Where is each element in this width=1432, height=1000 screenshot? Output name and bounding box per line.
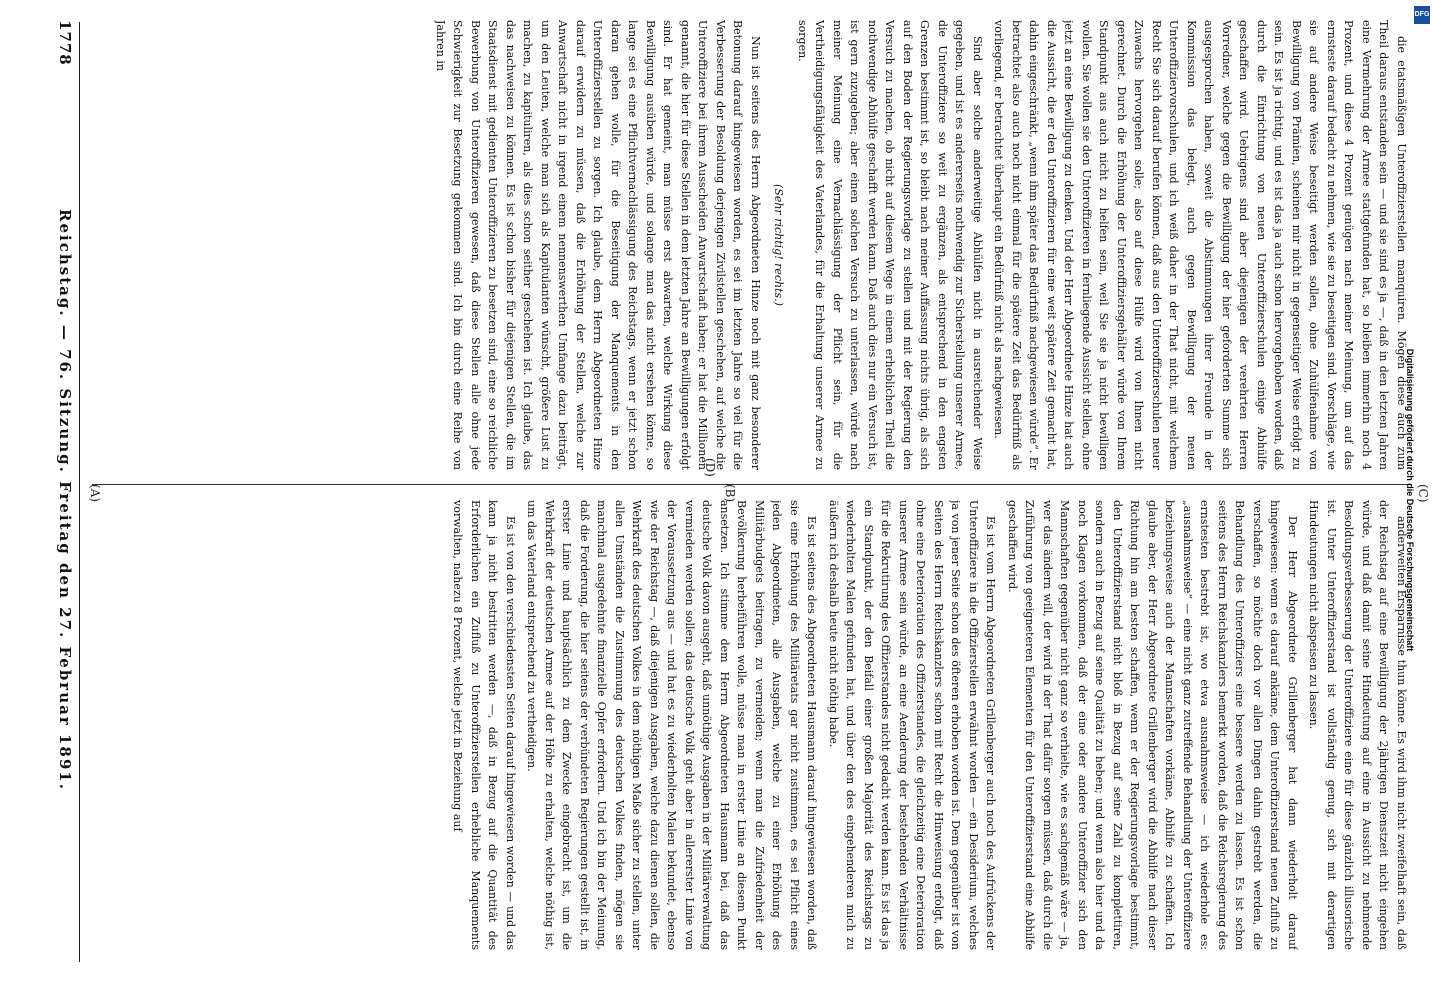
digitization-credit [1405, 0, 1430, 1000]
page-number: 1778 [56, 20, 74, 66]
paragraph: anderweiten Ersparnisse thun könne. Es wird ihm nicht zweifelhaft sein, daß der Reichstag auf eine Bewilligung der 2jährigen Dienstzeit nicht eingehen würde, und daß damit seine Hindeutung auf eine in Aussicht zu nehmende Besoldungsverbesserung der Unteroffiziere eine für diese gänzlich illusorische ist. Unter Unteroffizierstand ist vollständig genug, sich mit derartigen Hindeutungen nicht abspeisen zu lassen. [1307, 500, 1408, 950]
page-title: Reichstag. — 76. Sitzung. Freitag den 27. Februar 1891. [56, 209, 74, 791]
paragraph: Es ist seitens des Abgeordneten Hausmann darauf hingewiesen worden, daß sie eine Erhöhung des Militäretats gar nicht zustimmen, es sei Pflicht eines jeden Abgeordneten, alle Ausgaben, welche zu einer Erhöhung des Militärbudgets beitragen, zu vermeiden; wenn man die Zufriedenheit der Bevölkerung herbeiführen wolle, müsse man in erster Linie an diesem Punkt ansetzen. Ich stimme dem Herrn Abgeordneten Hausmann bei, daß das deutsche Volk davon ausgeht, daß unnöthige Ausgaben in der Militärverwaltung vermieden werden sollen; das deutsche Volk geht aber in allererster Linie von der Voraussetzung aus — und hat es zu wiederholten Malen bekundet, ebenso wie der Reichstag —, daß diejenigen Ausgaben, welche dazu dienen sollen, die Wehrkraft des deutschen Volkes in dem nöthigen Maße sicher zu stellen, unter allen Umständen die Zustimmung des deutschen Volkes finden, mögen sie manchmal ausgedehnte finanzielle Opfer erfordern. Und ich bin der Meinung, daß die Forderung, die hier seitens der verbündeten Regierungen gestellt ist, in erster Linie und hauptsächlich zu dem Zwecke eingebracht ist, um die Wehrkraft der deutschen Armee auf der Höhe zu erhalten, welche nöthig ist, um das Vaterland entsprechend zu vertheidigen. [525, 500, 819, 950]
margin-marker-a: (A) [88, 484, 102, 503]
paragraph: die etatsmäßigen Unteroffizierstellen manquiren. Mögen diese auch zum Theil daraus entstanden sein — und sie sind es ja —, daß in den letzten Jahren eine Vermehrung der Armee stattgefunden hat, so bleiben immerhin noch 4 Prozent, und diese 4 Prozent genügen nach meiner Meinung, um auf das ernsteste darauf bedacht zu nehmen, wie sie zu beseitigen sind. Vorschläge, wie sie auf andere Weise beseitigt werden sollen, ohne Zuhülfenahme von Bewilligung von Prämien, scheinen mir nicht in gegenseitiger Weise erfolgt zu sein. Es ist ja richtig, und es ist das ja auch schon hervorgehoben worden, daß durch die Einrichtung von neuen Unteroffizierschulen einige Abhülfe geschaffen wird. Uebrigens sind aber diejenigen der verehrten Herren Vorredner, welche gegen die Bewilligung der hier geforderten Summe sich ausgesprochen haben, soweit die Abstimmungen ihrer Freunde in der Kommission das belegt, auch gegen Bewilligung der neuen Unteroffiziervorschulen, und ich weiß daher in der That nicht, mit welchem Recht Sie sich darauf berufen können, daß aus den Unteroffizierschulen neuer Zuwachs hervorgehen solle; also auf diese Hülfe wird von Ihnen nicht gerechnet. Durch die Erhöhung der Unteroffiziersgehälter würde von Ihrem Standpunkt aus auch nicht zu helfen sein, weil Sie sie ja nicht bewilligen wollen. Sie wollen sie den Unteroffizieren in fernliegende Aussicht stellen, ohne jetzt an eine Bewilligung zu denken. Und der Herr Abgeordnete Hinze hat auch die Aussicht, die er den Unteroffizieren für eine weit spätere Zeit gemacht hat, dahin eingeschränkt, „wenn ihm später das Bedürfniß nachgewiesen würde“. Er betrachtet also auch noch nicht einmal für die spätere Zeit das Bedürfniß als vorliegend, er betrachtet überhaupt ein Bedürfniß nicht als nachgewiesen. [992, 20, 1408, 470]
paragraph: Es ist vom Herrn Abgeordneten Grillenberger auch noch des Aufrückens der Unteroffiziere in die Offizierstellen erwähnt worden — ein Desiderium, welches ja von jener Seite schon des öfteren erhoben worden ist. Dem gegenüber ist von Seiten des Herrn Reichskanzlers schon mit Recht die Hinweisung erfolgt, daß ohne eine Deterioration des Offizierstandes, die gleichzeitig eine Deterioration unserer Armee sein würde, an eine Aenderung der bestehenden Verhältnisse für die Rekrutirung des Offizierstandes nicht gedacht werden kann. Es ist das ja ein Standpunkt, der den Beifall einer großen Majorität des Reichstags zu wiederholten Malen gefunden hat, und über den des eingehenderen mich zu äußern ich deshalb heute nicht nöthig habe. [827, 500, 998, 950]
digitization-credit-text: Digitalisierung gefördert durch die Deutsche Forschungsgemeinschaft [1405, 348, 1415, 652]
dfg-logo: DFG [1414, 6, 1430, 24]
paragraph: Sind aber solche anderweitige Abhülfen nicht in ausreichender Weise gegeben, und ist es andererseits nothwendig zur Sicherstellung unserer Armee, die Unteroffiziere so weit zu ergänzen, als entsprechend in den engsten Grenzen bestimmt ist, so bleibt nach meiner Auffassung nichts übrig, als sich auf den Boden der Regierungsvorlage zu stellen und mit der Regierung den Versuch zu machen, ob nicht auf diesem Wege in einem erheblichen Theil die nothwendige Abhülfe geschafft werden kann. Daß auch dies nur ein Versuch ist, ist gern zuzugeben; aber einen solchen Versuch zu unterlassen, würde nach meiner Meinung eine Vernachlässigung der Pflicht sein, für die Vertheidigungsfähigkeit des Vaterlandes, für die Erhaltung unserer Armee zu sorgen. [796, 20, 984, 470]
paragraph: Der Herr Abgeordnete Grillenberger hat dann wiederholt darauf hingewiesen: wenn es darauf ankäme, dem Unteroffizierstand neuen Zufluß zu verschaffen, so möchte doch vor allen Dingen dahin gestrebt werden, die Behandlung des Unteroffiziers eine bessere werden zu lassen. Es ist schon seitens des Herrn Reichskanzlers bemerkt worden, daß die Reichsregierung des ernstesten bestrebt ist, wo etwa ausnahmsweise — ich wiederhole es: „ausnahmsweise“ — eine nicht ganz zutreffende Behandlung der Unteroffiziere beziehungsweise auch der Mannschaften vorkäme, Abhilfe zu schaffen. Ich glaube aber, der Herr Abgeordnete Grillenberger wird die Abhilfe nach dieser Richtung hin am besten schaffen, wenn er der Regierungsvorlage bestimmt, den Unteroffizierstand nicht bloß in Bezug auf seine Zahl zu komplettiren, sondern auch in Bezug auf seine Qualität zu heben; und wenn also hier und da noch Klagen vorkommen, daß der eine oder andere Unteroffizier sich den Mannschaften gegenüber nicht ganz so verhielte, wie es sachgemäß wäre — ja, wer das ändern will, der wird in der That dafür sorgen müssen, daß durch die Zuführung von geeigneteren Elementen für den Unteroffizierstand eine Abhilfe geschaffen wird. [1006, 500, 1299, 950]
margin-marker-b: (B) [723, 484, 737, 503]
margin-marker-d: (D) [703, 458, 717, 477]
paragraph: Nun ist seitens des Herrn Abgeordneten Hinze noch mit ganz besonderer Betonung darauf hingewiesen worden, es sei im letzten Jahre so viel für die Verbesserung der Besoldung derjenigen Zivilstellen geschehen, auf welche die Unteroffiziere bei ihrem Ausscheiden Anwartschaft haben; er hat die Millionen genannt, die hier für diese Stellen in dem letzten Jahre an Bewilligungen erfolgt sind. Er hat gemeint, man müsse erst abwarten, welche Wirkung diese Bewilligung ausüben würde, und solange man das nicht ersehen könne, so lange sei es eine Pflichtvernachlässigung des Reichstags, wenn er jetzt schon daran gehen wolle, für die Beseitigung der Manquements in den Unteroffizierstellen zu sorgen. Ich glaube, dem Herrn Abgeordneten Hinze darauf erwidern zu müssen, daß die Erhöhung der Stellen, welche zur Anwartschaft nicht in irgend einem nennenswerthen Umfange dazu beiträgt, um den Leuten, welche man sich als Kapitulanten wünscht, größere Lust zu machen, zu kapituliren, als dies schon seither geschehen ist. Ich glaube, das das nachweisen zu können. Es ist schon bisher für diejenigen Stellen, die im Staatsdienst mit gedienten Unteroffizieren zu besetzen sind, eine so reichliche Bewerbung von Unteroffizieren gewesen, daß diese Stellen alle ohne jede Schwierigkeit zur Besetzung gekommen sind. Ich bin durch eine Reihe von Jahren in [434, 20, 762, 470]
left-column [90, 500, 1410, 950]
page-header [44, 20, 74, 980]
interjection: (Sehr richtig! rechts.) [772, 184, 786, 306]
header-rule [79, 22, 80, 962]
margin-marker-c: (C) [1416, 484, 1430, 503]
right-column [90, 20, 1410, 470]
paragraph: Es ist von den verschiedensten Seiten darauf hingewiesen worden — und das kann ja nicht bestritten werden —, daß in Bezug auf die Quantität des Erforderlichen ein Zufluß zu Unteroffizierstellen erhebliche Manquements vorwalten, nahezu 8 Prozent, welche jetzt in Beziehung auf [451, 500, 517, 950]
column-divider [92, 484, 1412, 485]
